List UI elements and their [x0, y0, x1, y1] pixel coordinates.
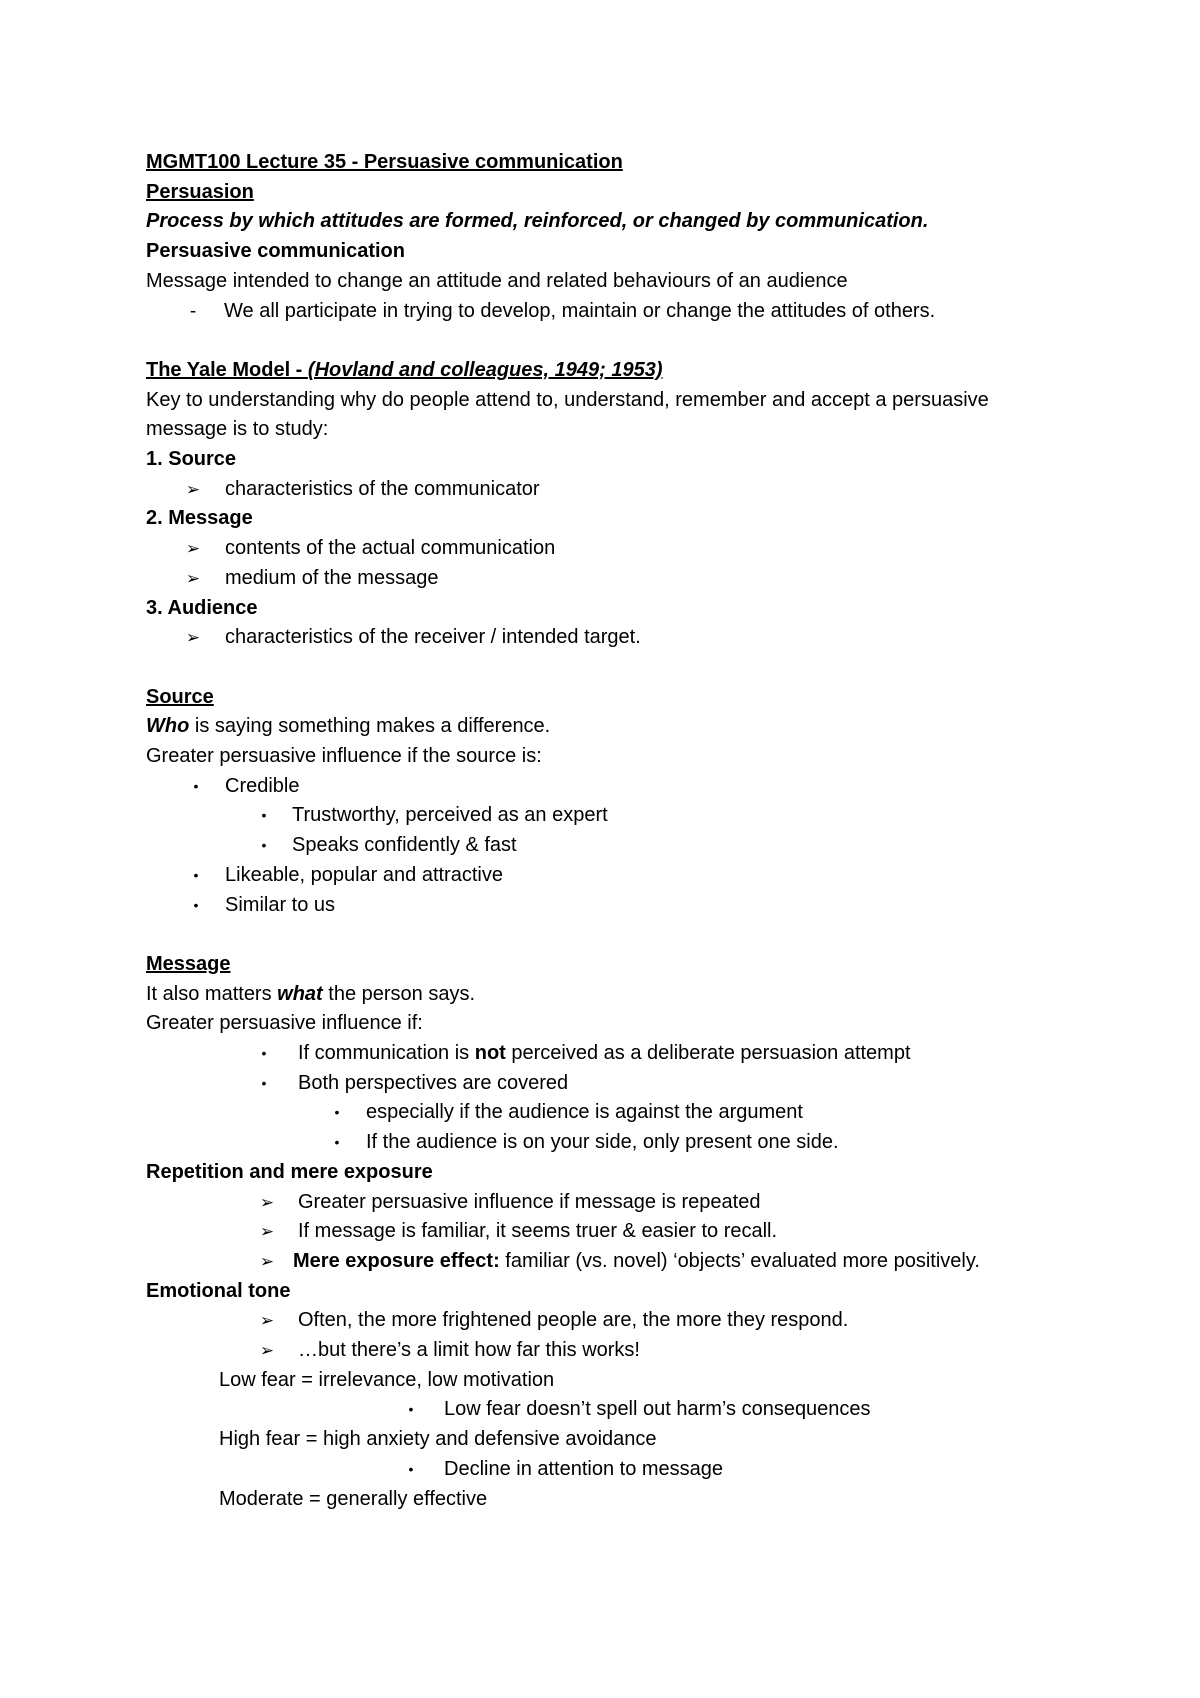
dash-bullet-icon: -: [189, 300, 197, 322]
yale-point: [146, 564, 1140, 594]
dot-bullet-icon: •: [261, 1074, 267, 1091]
persuasive-communication-heading: Persuasive communication: [146, 240, 405, 263]
moderate-fear-line: Moderate = generally effective: [219, 1487, 488, 1510]
yale-point-text: medium of the message: [225, 566, 439, 589]
list-item-text: Low fear doesn’t spell out harm’s consequences: [444, 1398, 871, 1421]
dot-bullet-icon: •: [193, 866, 199, 883]
mere-exposure-term: Mere exposure effect:: [293, 1249, 500, 1272]
message-line1-text: the person says.: [322, 982, 476, 1005]
spacer: [146, 326, 1140, 356]
spacer: [146, 920, 1140, 950]
yale-heading: [146, 356, 1140, 386]
yale-point-text: contents of the actual communication: [225, 537, 556, 560]
arrow-bullet-icon: ➢: [185, 539, 201, 559]
page-title: MGMT100 Lecture 35 - Persuasive communication: [146, 151, 623, 173]
arrow-item: [146, 1188, 1140, 1218]
arrow-item: [146, 1306, 1140, 1336]
list-item: [146, 1395, 1140, 1425]
yale-point: [146, 623, 1140, 653]
arrow-item: [146, 1217, 1140, 1247]
list-item-text: Trustworthy, perceived as an expert: [292, 804, 608, 827]
message-line1: [146, 980, 1140, 1010]
arrow-bullet-icon: ➢: [185, 568, 201, 588]
source-line1: [146, 712, 1140, 742]
list-item-text: If communication is: [298, 1042, 475, 1065]
list-item-text: especially if the audience is against the argument: [366, 1101, 803, 1124]
list-item-text: Both perspectives are covered: [298, 1071, 569, 1094]
dash-item-text: We all participate in trying to develop, maintain or change the attitudes of others.: [224, 299, 936, 322]
yale-point-text: characteristics of the receiver / intended target.: [225, 626, 641, 649]
list-item: [146, 831, 1140, 861]
list-item: [146, 1128, 1140, 1158]
arrow-item-text: familiar (vs. novel) ‘objects’ evaluated more positively.: [499, 1249, 980, 1272]
arrow-bullet-icon: ➢: [259, 1192, 275, 1212]
yale-point: [146, 534, 1140, 564]
dot-bullet-icon: •: [261, 837, 267, 854]
arrow-item: [146, 1336, 1140, 1366]
dot-bullet-icon: •: [193, 777, 199, 794]
arrow-item-text: Greater persuasive influence if message is repeated: [298, 1190, 761, 1213]
list-item: [146, 1455, 1140, 1485]
source-line2: Greater persuasive influence if the source is:: [146, 745, 542, 768]
arrow-bullet-icon: ➢: [259, 1222, 275, 1242]
dot-bullet-icon: •: [261, 807, 267, 824]
source-heading: Source: [146, 685, 214, 708]
low-fear-line: Low fear = irrelevance, low motivation: [219, 1368, 555, 1391]
persuasion-definition: Process by which attitudes are formed, reinforced, or changed by communication.: [146, 210, 929, 233]
dot-bullet-icon: •: [408, 1401, 414, 1418]
arrow-bullet-icon: ➢: [185, 628, 201, 648]
yale-item-label: 2. Message: [146, 507, 253, 530]
yale-point-text: characteristics of the communicator: [225, 477, 540, 500]
message-line1-text: It also matters: [146, 982, 278, 1005]
message-heading: Message: [146, 952, 231, 975]
yale-point: [146, 475, 1140, 505]
list-item-bold: not: [474, 1042, 506, 1065]
dot-bullet-icon: •: [334, 1134, 340, 1151]
list-item: [146, 891, 1140, 921]
list-item-text: Decline in attention to message: [444, 1457, 724, 1480]
arrow-item-text: If message is familiar, it seems truer & easier to recall.: [298, 1220, 778, 1243]
repetition-heading: Repetition and mere exposure: [146, 1160, 433, 1183]
list-item: [146, 1069, 1140, 1099]
list-item-text: Credible: [225, 774, 300, 797]
dot-bullet-icon: •: [193, 896, 199, 913]
dash-list-item: [146, 297, 1140, 327]
arrow-bullet-icon: ➢: [259, 1311, 275, 1331]
dot-bullet-icon: •: [261, 1045, 267, 1062]
list-item: [146, 1098, 1140, 1128]
emotional-heading: Emotional tone: [146, 1279, 291, 1302]
yale-intro: Key to understanding why do people attend to, understand, remember and accept a persuasive message is to study:: [146, 388, 989, 441]
yale-citation: (Hovland and colleagues, 1949; 1953): [307, 358, 663, 381]
dot-bullet-icon: •: [334, 1104, 340, 1121]
list-item-text: Likeable, popular and attractive: [225, 863, 503, 886]
message-line2: Greater persuasive influence if:: [146, 1012, 423, 1035]
message-emphasis: what: [277, 982, 323, 1005]
spacer: [146, 653, 1140, 683]
arrow-item: [146, 1247, 1140, 1277]
source-emphasis: Who: [146, 715, 190, 738]
document-content: [146, 148, 1140, 1514]
arrow-bullet-icon: ➢: [259, 1341, 275, 1361]
list-item: [146, 772, 1140, 802]
dot-bullet-icon: •: [408, 1460, 414, 1477]
high-fear-line: High fear = high anxiety and defensive avoidance: [219, 1428, 657, 1451]
list-item: [146, 801, 1140, 831]
list-item-text: perceived as a deliberate persuasion attempt: [505, 1042, 911, 1065]
persuasive-communication-text: Message intended to change an attitude and related behaviours of an audience: [146, 269, 848, 292]
arrow-item-text: Often, the more frightened people are, the more they respond.: [298, 1309, 849, 1332]
list-item: [146, 861, 1140, 891]
yale-heading-text: The Yale Model -: [146, 358, 308, 381]
list-item-text: If the audience is on your side, only present one side.: [366, 1131, 839, 1154]
arrow-bullet-icon: ➢: [259, 1251, 275, 1271]
source-line1-text: is saying something makes a difference.: [189, 715, 551, 738]
list-item: [146, 1039, 1140, 1069]
arrow-item-text: …but there’s a limit how far this works!: [298, 1339, 640, 1362]
persuasion-heading: Persuasion: [146, 180, 254, 203]
list-item-text: Speaks confidently & fast: [292, 834, 517, 857]
yale-item-label: 1. Source: [146, 448, 237, 471]
arrow-bullet-icon: ➢: [185, 479, 201, 499]
yale-item-label: 3. Audience: [146, 596, 258, 619]
list-item-text: Similar to us: [225, 893, 336, 916]
